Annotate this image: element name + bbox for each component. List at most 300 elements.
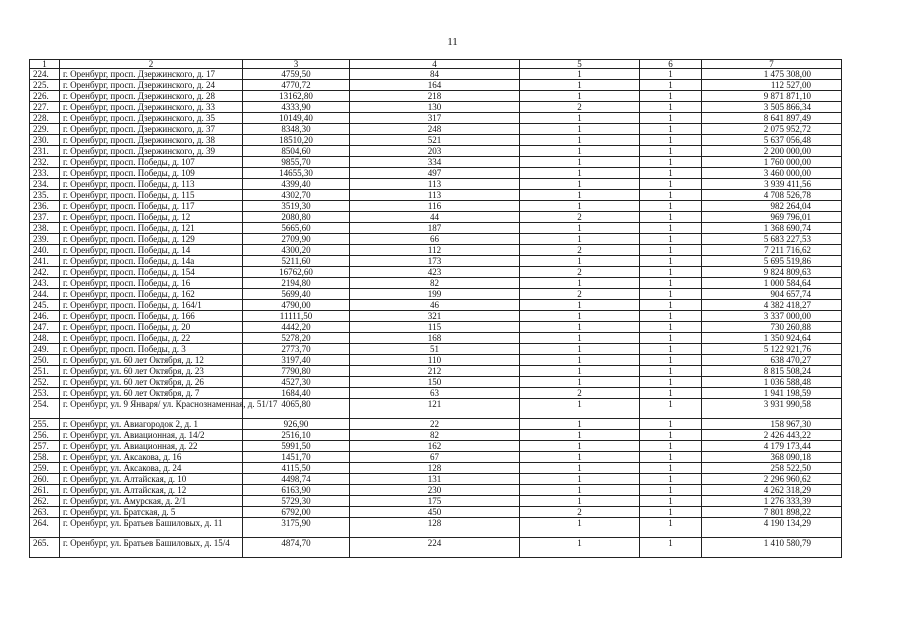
amount-cell: 730 260,88 [702, 322, 842, 333]
col5-cell: 1 [520, 311, 640, 322]
area-cell: 5211,60 [243, 256, 350, 267]
table-row [30, 333, 842, 344]
row-number: 252. [30, 377, 60, 388]
area-cell: 10149,40 [243, 113, 350, 124]
table-row [30, 102, 842, 113]
table-row [30, 267, 842, 278]
col6-cell: 1 [640, 300, 702, 311]
area-cell: 5729,30 [243, 496, 350, 507]
col6-cell: 1 [640, 69, 702, 80]
address-cell: г. Оренбург, просп. Победы, д. 12 [60, 212, 243, 223]
col5-cell: 1 [520, 366, 640, 377]
col6-cell: 1 [640, 344, 702, 355]
address-cell: г. Оренбург, ул. 60 лет Октября, д. 7 [60, 388, 243, 399]
area-cell: 13162,80 [243, 91, 350, 102]
table-row [30, 168, 842, 179]
row-number: 242. [30, 267, 60, 278]
amount-cell: 1 941 198,59 [702, 388, 842, 399]
address-cell: г. Оренбург, ул. 60 лет Октября, д. 23 [60, 366, 243, 377]
area-cell: 16762,60 [243, 267, 350, 278]
residents-cell: 121 [350, 399, 520, 419]
table-row [30, 91, 842, 102]
col5-cell: 1 [520, 113, 640, 124]
area-cell: 5278,20 [243, 333, 350, 344]
col5-cell: 1 [520, 223, 640, 234]
row-number: 226. [30, 91, 60, 102]
address-cell: г. Оренбург, просп. Дзержинского, д. 17 [60, 69, 243, 80]
row-number: 241. [30, 256, 60, 267]
amount-cell: 8 815 508,24 [702, 366, 842, 377]
col6-cell: 1 [640, 289, 702, 300]
address-cell: г. Оренбург, просп. Победы, д. 113 [60, 179, 243, 190]
area-cell: 4302,70 [243, 190, 350, 201]
col6-cell: 1 [640, 179, 702, 190]
col5-cell: 1 [520, 377, 640, 388]
col6-cell: 1 [640, 311, 702, 322]
col6-cell: 1 [640, 102, 702, 113]
residents-cell: 317 [350, 113, 520, 124]
amount-cell: 3 939 411,56 [702, 179, 842, 190]
table-row [30, 441, 842, 452]
area-cell: 2080,80 [243, 212, 350, 223]
col5-cell: 2 [520, 245, 640, 256]
col5-cell: 1 [520, 399, 640, 419]
col5-cell: 1 [520, 69, 640, 80]
row-number: 244. [30, 289, 60, 300]
register-table-body [30, 60, 842, 558]
row-number: 246. [30, 311, 60, 322]
col5-cell: 1 [520, 256, 640, 267]
table-row [30, 419, 842, 430]
amount-cell: 5 683 227,53 [702, 234, 842, 245]
table-row [30, 355, 842, 366]
residents-cell: 22 [350, 419, 520, 430]
amount-cell: 2 426 443,22 [702, 430, 842, 441]
col5-cell: 1 [520, 419, 640, 430]
table-row [30, 289, 842, 300]
col5-cell: 1 [520, 201, 640, 212]
col5-cell: 1 [520, 452, 640, 463]
address-cell: г. Оренбург, просп. Победы, д. 3 [60, 344, 243, 355]
table-row [30, 366, 842, 377]
table-row [30, 463, 842, 474]
col5-cell: 1 [520, 190, 640, 201]
residents-cell: 66 [350, 234, 520, 245]
area-cell: 11111,50 [243, 311, 350, 322]
residents-cell: 450 [350, 507, 520, 518]
address-cell: г. Оренбург, просп. Победы, д. 154 [60, 267, 243, 278]
col6-cell: 1 [640, 212, 702, 223]
column-number: 1 [30, 60, 60, 69]
residents-cell: 113 [350, 190, 520, 201]
residents-cell: 110 [350, 355, 520, 366]
area-cell: 6163,90 [243, 485, 350, 496]
col6-cell: 1 [640, 80, 702, 91]
col5-cell: 1 [520, 333, 640, 344]
col6-cell: 1 [640, 278, 702, 289]
area-cell: 8504,60 [243, 146, 350, 157]
table-row [30, 179, 842, 190]
col5-cell: 1 [520, 496, 640, 507]
area-cell: 4790,00 [243, 300, 350, 311]
col6-cell: 1 [640, 91, 702, 102]
row-number: 258. [30, 452, 60, 463]
row-number: 228. [30, 113, 60, 124]
col6-cell: 1 [640, 168, 702, 179]
table-row [30, 322, 842, 333]
residents-cell: 63 [350, 388, 520, 399]
row-number: 237. [30, 212, 60, 223]
area-cell: 3197,40 [243, 355, 350, 366]
amount-cell: 9 871 871,10 [702, 91, 842, 102]
table-row [30, 377, 842, 388]
amount-cell: 3 505 866,34 [702, 102, 842, 113]
address-cell: г. Оренбург, ул. Аксакова, д. 24 [60, 463, 243, 474]
row-number: 235. [30, 190, 60, 201]
col6-cell: 1 [640, 366, 702, 377]
table-row [30, 157, 842, 168]
col5-cell: 2 [520, 507, 640, 518]
row-number: 254. [30, 399, 60, 419]
col6-cell: 1 [640, 267, 702, 278]
residents-cell: 521 [350, 135, 520, 146]
residents-cell: 84 [350, 69, 520, 80]
address-cell: г. Оренбург, ул. 60 лет Октября, д. 26 [60, 377, 243, 388]
col6-cell: 1 [640, 474, 702, 485]
amount-cell: 3 931 990,58 [702, 399, 842, 419]
col6-cell: 1 [640, 113, 702, 124]
table-row [30, 496, 842, 507]
register-table [29, 59, 842, 558]
residents-cell: 112 [350, 245, 520, 256]
col6-cell: 1 [640, 399, 702, 419]
col5-cell: 1 [520, 91, 640, 102]
amount-cell: 2 296 960,62 [702, 474, 842, 485]
table-row [30, 201, 842, 212]
address-cell: г. Оренбург, просп. Победы, д. 164/1 [60, 300, 243, 311]
row-number: 259. [30, 463, 60, 474]
row-number: 253. [30, 388, 60, 399]
row-number: 234. [30, 179, 60, 190]
table-row [30, 146, 842, 157]
residents-cell: 51 [350, 344, 520, 355]
table-row [30, 113, 842, 124]
address-cell: г. Оренбург, ул. Авиационная, д. 14/2 [60, 430, 243, 441]
col6-cell: 1 [640, 256, 702, 267]
amount-cell: 4 190 134,29 [702, 518, 842, 538]
residents-cell: 82 [350, 430, 520, 441]
column-number: 4 [350, 60, 520, 69]
residents-cell: 116 [350, 201, 520, 212]
area-cell: 4115,50 [243, 463, 350, 474]
row-number: 256. [30, 430, 60, 441]
table-row [30, 69, 842, 80]
amount-cell: 4 708 526,78 [702, 190, 842, 201]
col5-cell: 1 [520, 80, 640, 91]
row-number: 251. [30, 366, 60, 377]
row-number: 247. [30, 322, 60, 333]
column-number: 3 [243, 60, 350, 69]
residents-cell: 150 [350, 377, 520, 388]
amount-cell: 5 637 056,48 [702, 135, 842, 146]
table-row [30, 311, 842, 322]
table-row [30, 124, 842, 135]
address-cell: г. Оренбург, ул. Братская, д. 5 [60, 507, 243, 518]
residents-cell: 212 [350, 366, 520, 377]
table-row [30, 223, 842, 234]
col5-cell: 1 [520, 234, 640, 245]
col5-cell: 2 [520, 388, 640, 399]
table-row [30, 538, 842, 558]
residents-cell: 497 [350, 168, 520, 179]
col5-cell: 1 [520, 300, 640, 311]
col6-cell: 1 [640, 377, 702, 388]
col6-cell: 1 [640, 485, 702, 496]
col6-cell: 1 [640, 441, 702, 452]
residents-cell: 131 [350, 474, 520, 485]
residents-cell: 218 [350, 91, 520, 102]
col6-cell: 1 [640, 333, 702, 344]
col5-cell: 1 [520, 344, 640, 355]
residents-cell: 187 [350, 223, 520, 234]
row-number: 230. [30, 135, 60, 146]
residents-cell: 67 [350, 452, 520, 463]
address-cell: г. Оренбург, ул. Амурская, д. 2/1 [60, 496, 243, 507]
column-number: 2 [60, 60, 243, 69]
col5-cell: 2 [520, 102, 640, 113]
table-row [30, 388, 842, 399]
col5-cell: 2 [520, 212, 640, 223]
amount-cell: 1 410 580,79 [702, 538, 842, 558]
table-row [30, 256, 842, 267]
area-cell: 5699,40 [243, 289, 350, 300]
row-number: 225. [30, 80, 60, 91]
address-cell: г. Оренбург, ул. 9 Января/ ул. Краснознаменная, д. 51/17 [60, 399, 243, 419]
area-cell: 4065,80 [243, 399, 350, 419]
amount-cell: 7 801 898,22 [702, 507, 842, 518]
col6-cell: 1 [640, 201, 702, 212]
row-number: 240. [30, 245, 60, 256]
row-number: 227. [30, 102, 60, 113]
col6-cell: 1 [640, 322, 702, 333]
col6-cell: 1 [640, 245, 702, 256]
residents-cell: 173 [350, 256, 520, 267]
residents-cell: 115 [350, 322, 520, 333]
amount-cell: 1 760 000,00 [702, 157, 842, 168]
col6-cell: 1 [640, 146, 702, 157]
col5-cell: 1 [520, 518, 640, 538]
col5-cell: 1 [520, 124, 640, 135]
col5-cell: 1 [520, 538, 640, 558]
amount-cell: 2 075 952,72 [702, 124, 842, 135]
address-cell: г. Оренбург, просп. Дзержинского, д. 33 [60, 102, 243, 113]
amount-cell: 4 382 418,27 [702, 300, 842, 311]
area-cell: 5991,50 [243, 441, 350, 452]
row-number: 255. [30, 419, 60, 430]
residents-cell: 321 [350, 311, 520, 322]
address-cell: г. Оренбург, просп. Победы, д. 166 [60, 311, 243, 322]
table-row [30, 234, 842, 245]
residents-cell: 230 [350, 485, 520, 496]
area-cell: 4300,20 [243, 245, 350, 256]
amount-cell: 1 475 308,00 [702, 69, 842, 80]
address-cell: г. Оренбург, ул. Аксакова, д. 16 [60, 452, 243, 463]
amount-cell: 982 264,04 [702, 201, 842, 212]
col6-cell: 1 [640, 463, 702, 474]
col5-cell: 2 [520, 267, 640, 278]
address-cell: г. Оренбург, ул. 60 лет Октября, д. 12 [60, 355, 243, 366]
table-row [30, 452, 842, 463]
col5-cell: 1 [520, 463, 640, 474]
amount-cell: 4 262 318,29 [702, 485, 842, 496]
amount-cell: 2 200 000,00 [702, 146, 842, 157]
address-cell: г. Оренбург, ул. Братьев Башиловых, д. 15/4 [60, 538, 243, 558]
amount-cell: 158 967,30 [702, 419, 842, 430]
area-cell: 6792,00 [243, 507, 350, 518]
address-cell: г. Оренбург, просп. Победы, д. 115 [60, 190, 243, 201]
col6-cell: 1 [640, 419, 702, 430]
col5-cell: 1 [520, 322, 640, 333]
residents-cell: 224 [350, 538, 520, 558]
col5-cell: 1 [520, 278, 640, 289]
row-number: 265. [30, 538, 60, 558]
col5-cell: 1 [520, 485, 640, 496]
row-number: 236. [30, 201, 60, 212]
residents-cell: 203 [350, 146, 520, 157]
amount-cell: 1 036 588,48 [702, 377, 842, 388]
row-number: 248. [30, 333, 60, 344]
address-cell: г. Оренбург, просп. Победы, д. 14а [60, 256, 243, 267]
residents-cell: 82 [350, 278, 520, 289]
table-row [30, 474, 842, 485]
table-row [30, 135, 842, 146]
amount-cell: 904 657,74 [702, 289, 842, 300]
col5-cell: 1 [520, 146, 640, 157]
address-cell: г. Оренбург, просп. Победы, д. 117 [60, 201, 243, 212]
row-number: 243. [30, 278, 60, 289]
residents-cell: 199 [350, 289, 520, 300]
col5-cell: 1 [520, 355, 640, 366]
row-number: 229. [30, 124, 60, 135]
residents-cell: 334 [350, 157, 520, 168]
col5-cell: 1 [520, 135, 640, 146]
column-number-row [30, 60, 842, 69]
area-cell: 2773,70 [243, 344, 350, 355]
table-row [30, 507, 842, 518]
row-number: 261. [30, 485, 60, 496]
address-cell: г. Оренбург, ул. Алтайская, д. 12 [60, 485, 243, 496]
area-cell: 4498,74 [243, 474, 350, 485]
table-row [30, 399, 842, 419]
amount-cell: 1 276 333,39 [702, 496, 842, 507]
amount-cell: 7 211 716,62 [702, 245, 842, 256]
address-cell: г. Оренбург, просп. Победы, д. 14 [60, 245, 243, 256]
address-cell: г. Оренбург, просп. Победы, д. 20 [60, 322, 243, 333]
col5-cell: 1 [520, 474, 640, 485]
col6-cell: 1 [640, 538, 702, 558]
address-cell: г. Оренбург, просп. Победы, д. 109 [60, 168, 243, 179]
area-cell: 2709,90 [243, 234, 350, 245]
residents-cell: 130 [350, 102, 520, 113]
address-cell: г. Оренбург, просп. Дзержинского, д. 35 [60, 113, 243, 124]
column-number: 6 [640, 60, 702, 69]
area-cell: 926,90 [243, 419, 350, 430]
area-cell: 4399,40 [243, 179, 350, 190]
address-cell: г. Оренбург, просп. Победы, д. 121 [60, 223, 243, 234]
row-number: 238. [30, 223, 60, 234]
table-row [30, 245, 842, 256]
table-row [30, 190, 842, 201]
residents-cell: 168 [350, 333, 520, 344]
residents-cell: 46 [350, 300, 520, 311]
amount-cell: 638 470,27 [702, 355, 842, 366]
area-cell: 4874,70 [243, 538, 350, 558]
col6-cell: 1 [640, 190, 702, 201]
col6-cell: 1 [640, 157, 702, 168]
col6-cell: 1 [640, 452, 702, 463]
table-row [30, 485, 842, 496]
column-number: 5 [520, 60, 640, 69]
area-cell: 2516,10 [243, 430, 350, 441]
table-row [30, 80, 842, 91]
row-number: 260. [30, 474, 60, 485]
row-number: 263. [30, 507, 60, 518]
area-cell: 2194,80 [243, 278, 350, 289]
address-cell: г. Оренбург, ул. Алтайская, д. 10 [60, 474, 243, 485]
col5-cell: 2 [520, 289, 640, 300]
address-cell: г. Оренбург, просп. Победы, д. 162 [60, 289, 243, 300]
area-cell: 4759,50 [243, 69, 350, 80]
area-cell: 14655,30 [243, 168, 350, 179]
area-cell: 3175,90 [243, 518, 350, 538]
row-number: 224. [30, 69, 60, 80]
col6-cell: 1 [640, 496, 702, 507]
residents-cell: 44 [350, 212, 520, 223]
residents-cell: 423 [350, 267, 520, 278]
residents-cell: 162 [350, 441, 520, 452]
row-number: 250. [30, 355, 60, 366]
residents-cell: 113 [350, 179, 520, 190]
address-cell: г. Оренбург, просп. Победы, д. 129 [60, 234, 243, 245]
address-cell: г. Оренбург, просп. Дзержинского, д. 37 [60, 124, 243, 135]
amount-cell: 1 350 924,64 [702, 333, 842, 344]
address-cell: г. Оренбург, ул. Авиагородок 2, д. 1 [60, 419, 243, 430]
table-row [30, 518, 842, 538]
col6-cell: 1 [640, 507, 702, 518]
amount-cell: 3 337 000,00 [702, 311, 842, 322]
area-cell: 9855,70 [243, 157, 350, 168]
col6-cell: 1 [640, 223, 702, 234]
amount-cell: 969 796,01 [702, 212, 842, 223]
col6-cell: 1 [640, 388, 702, 399]
col6-cell: 1 [640, 518, 702, 538]
area-cell: 4770,72 [243, 80, 350, 91]
area-cell: 8348,30 [243, 124, 350, 135]
row-number: 262. [30, 496, 60, 507]
amount-cell: 112 527,00 [702, 80, 842, 91]
area-cell: 1684,40 [243, 388, 350, 399]
amount-cell: 1 000 584,64 [702, 278, 842, 289]
row-number: 264. [30, 518, 60, 538]
col5-cell: 1 [520, 179, 640, 190]
residents-cell: 128 [350, 518, 520, 538]
col5-cell: 1 [520, 157, 640, 168]
area-cell: 5665,60 [243, 223, 350, 234]
column-number: 7 [702, 60, 842, 69]
col5-cell: 1 [520, 430, 640, 441]
table-row [30, 300, 842, 311]
row-number: 233. [30, 168, 60, 179]
